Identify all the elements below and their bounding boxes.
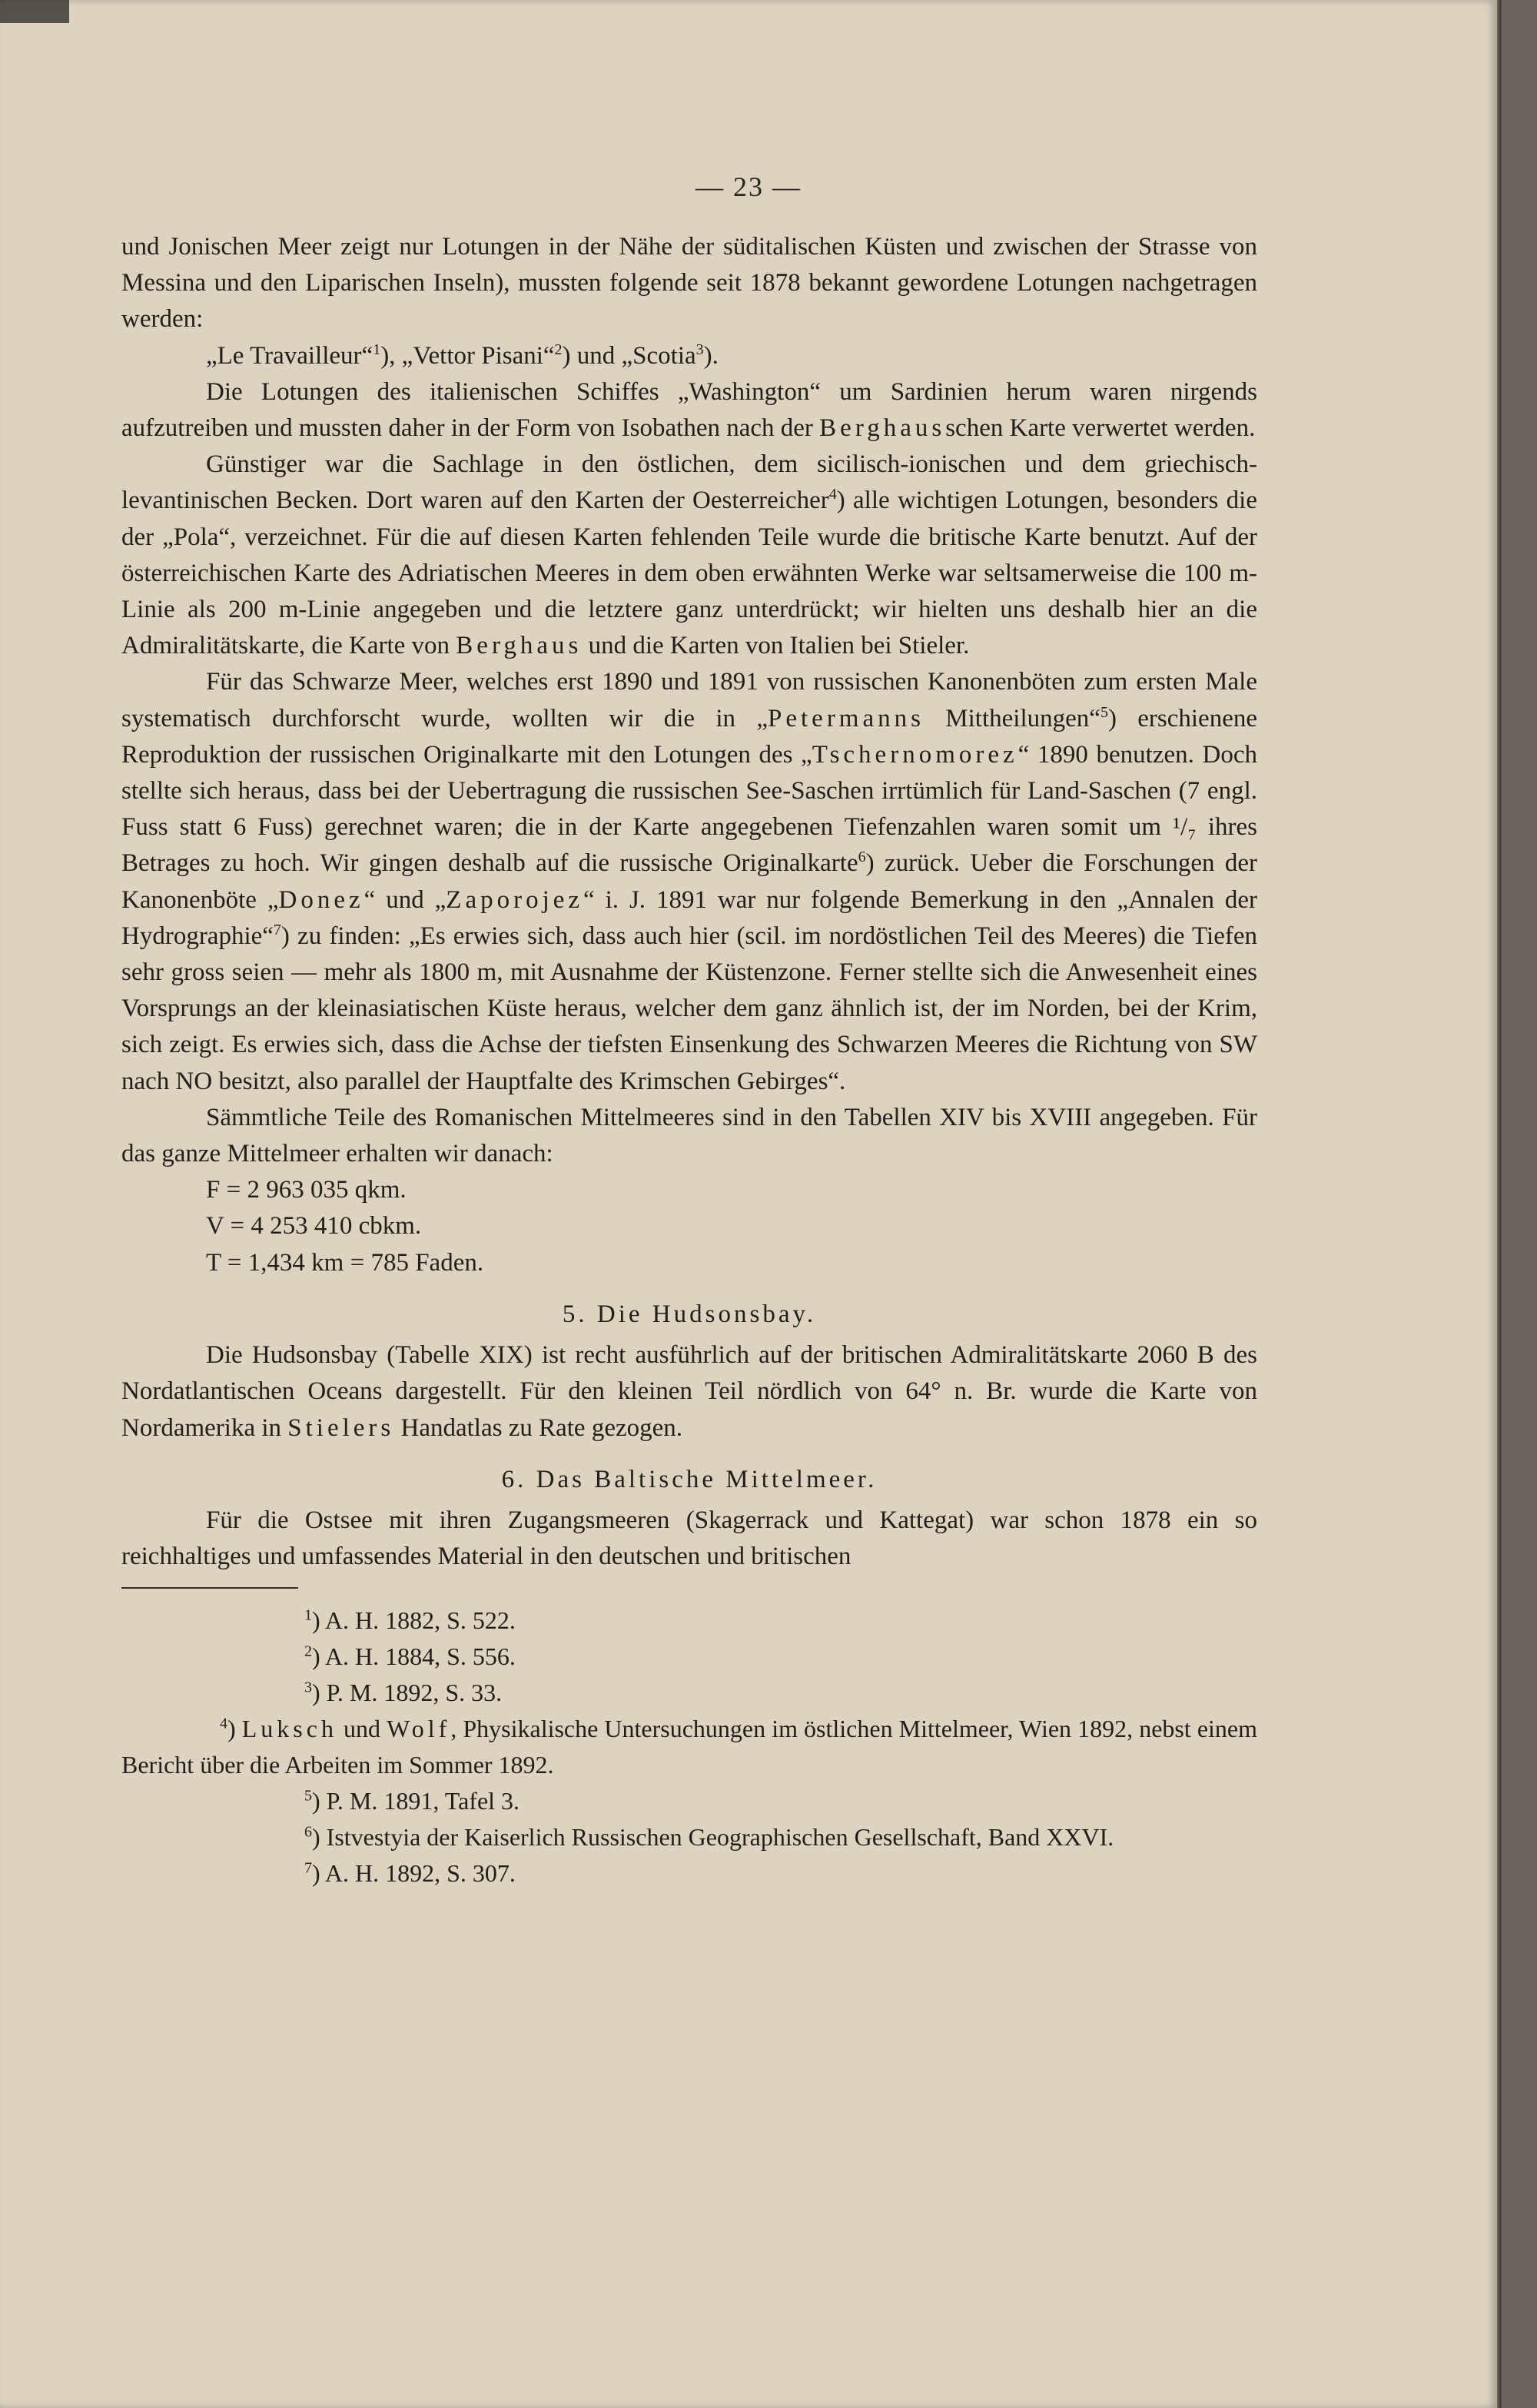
footnote-ref: 5 (1100, 703, 1108, 721)
scan-corner-mark (0, 0, 69, 23)
footnote: $^3$) P. M. 1892, S. 33. (304, 1679, 503, 1707)
formula-area: F = 2 963 035 qkm. (206, 1176, 407, 1204)
footnote-ref: 2 (554, 340, 563, 358)
footnotes (121, 1603, 1257, 1892)
footnote: $^4$) Luksch und Wolf, Physikalische Untersuchungen im östlichen Mittelmeer, Wien 1892, nebst einem Bericht über die Arbeiten im Sommer 1892. (121, 1715, 1258, 1779)
paragraph: „Le Travailleur“$^1$), „Vettor Pisani“$^2$) und „Scotia$^3$). (206, 340, 719, 370)
paragraph: Für das Schwarze Meer, welches erst 1890 und 1891 von russischen Kanonenböten zum ersten Male systematisch durchforscht wurde, wollten wir die in „Petermanns Mittheilungen“$^5$) erschienene Reproduktion der russischen Originalkarte mit den Lotungen des „Tschernomorez“ 1890 benutzen. Doch stellte sich heraus, dass bei der Uebertragung die russischen See-Saschen irrtümlich für Land-Saschen (7 engl. Fuss statt 6 Fuss) gerechnet waren; die in der Karte angegebenen Tiefenzahlen waren somit um ¹/₇ ihres Betrages zu hoch. Wir gingen deshalb auf die russische Originalkarte$^6$) zurück. Ueber die Forschungen der Kanonenböte „Donez“ und „Zaporojez“ i. J. 1891 war nur folgende Bemerkung in den „Annalen der Hydrographie“$^7$) zu finden: „Es erwies sich, dass auch hier (scil. im nordöstlichen Teil des Meeres) die Tiefen sehr gross seien — mehr als 1800 m, mit Ausnahme der Küstenzone. Ferner stellte sich die Anwesenheit eines Vorsprungs an der kleinasiatischen Küste heraus, welcher dem ganz ähnlich ist, der im Norden, bei der Krim, sich zeigt. Es erwies sich, dass die Achse der tiefsten Einsenkung des Schwarzen Meeres die Richtung von SW nach NO besitzt, also parallel der Hauptfalte des Krimschen Gebirges“. (121, 668, 1258, 1095)
formula-volume: V = 4 253 410 cbkm. (206, 1212, 422, 1241)
paragraph: Günstiger war die Sachlage in den östlichen, dem sicilisch-ionischen und dem griechisch-levantinischen Becken. Dort waren auf den Karten der Oesterreicher$^4$) alle wichtigen Lotungen, besonders die der „Pola“, verzeichnet. Für die auf diesen Karten fehlenden Teile wurde die britische Karte benutzt. Auf der österreichischen Karte des Adriatischen Meeres in dem oben erwähnten Werke war seltsamerweise die 100 m-Linie als 200 m-Linie angegeben und die letztere ganz unterdrückt; wir hielten uns deshalb hier an die Admiralitätskarte, die Karte von Berghaus und die Karten von Italien bei Stieler. (121, 450, 1257, 660)
section-heading: 6. Das Baltische Mittelmeer. (501, 1465, 878, 1493)
spaced-name: Stielers (287, 1413, 395, 1442)
paragraph: Für die Ostsee mit ihren Zugangsmeeren (Skagerrack und Kattegat) war schon 1878 ein so reichhaltiges und umfassendes Material in den deutschen und britischen (121, 1506, 1257, 1571)
paragraph: und Jonischen Meer zeigt nur Lotungen in der Nähe der süditalischen Küsten und zwischen der Strasse von Messina und den Liparischen Inseln), mussten folgende seit 1878 bekannt gewordene Lotungen nachgetragen werden: (121, 233, 1257, 334)
footnote-ref: 1 (373, 340, 381, 358)
footnote-ref: 3 (695, 340, 704, 358)
section-heading: 5. Die Hudsonsbay. (562, 1300, 817, 1328)
spaced-name: Berghaus (819, 414, 946, 443)
spaced-name: Berghaus (456, 632, 583, 660)
spaced-name: Tschernomorez (812, 740, 1018, 769)
spaced-name: Zaporojez (446, 885, 584, 914)
footnote: $^2$) A. H. 1884, S. 556. (304, 1642, 516, 1671)
footnote-rule (121, 1587, 298, 1589)
footnote: $^1$) A. H. 1882, S. 522. (304, 1606, 516, 1635)
page-body (121, 229, 1257, 1892)
spaced-name: Petermanns (768, 704, 925, 732)
footnote: $^7$) A. H. 1892, S. 307. (304, 1859, 516, 1888)
paragraph: Die Hudsonsbay (Tabelle XIX) ist recht ausführlich auf der britischen Admiralitätskarte 2060 B des Nordatlantischen Oceans dargestellt. Für den kleinen Teil nördlich von 64° n. Br. wurde die Karte von Nordamerika in Stielers Handatlas zu Rate gezogen. (121, 1341, 1257, 1442)
footnote: $^5$) P. M. 1891, Tafel 3. (304, 1787, 520, 1815)
footnote-ref: 6 (858, 849, 866, 866)
fraction: ¹/₇ (1173, 813, 1197, 842)
footnote-ref: 7 (273, 921, 281, 938)
formula-depth: T = 1,434 km = 785 Faden. (206, 1248, 484, 1277)
page-number: — 23 — (695, 171, 802, 202)
paragraph: Die Lotungen des italienischen Schiffes „Washington“ um Sardinien herum waren nirgends aufzutreiben und mussten daher in der Form von Isobathen nach der Berghausschen Karte verwertet werden. (121, 377, 1257, 443)
footnote-ref: 4 (828, 486, 837, 503)
spaced-name: Donez (278, 885, 364, 914)
page-edge (1499, 0, 1502, 2408)
footnote: $^6$) Istvestyia der Kaiserlich Russischen Geographischen Gesellschaft, Band XXVI. (304, 1823, 1114, 1852)
paragraph: Sämmtliche Teile des Romanischen Mittelmeeres sind in den Tabellen XIV bis XVIII angegeben. Für das ganze Mittelmeer erhalten wir danach: (121, 1103, 1257, 1168)
